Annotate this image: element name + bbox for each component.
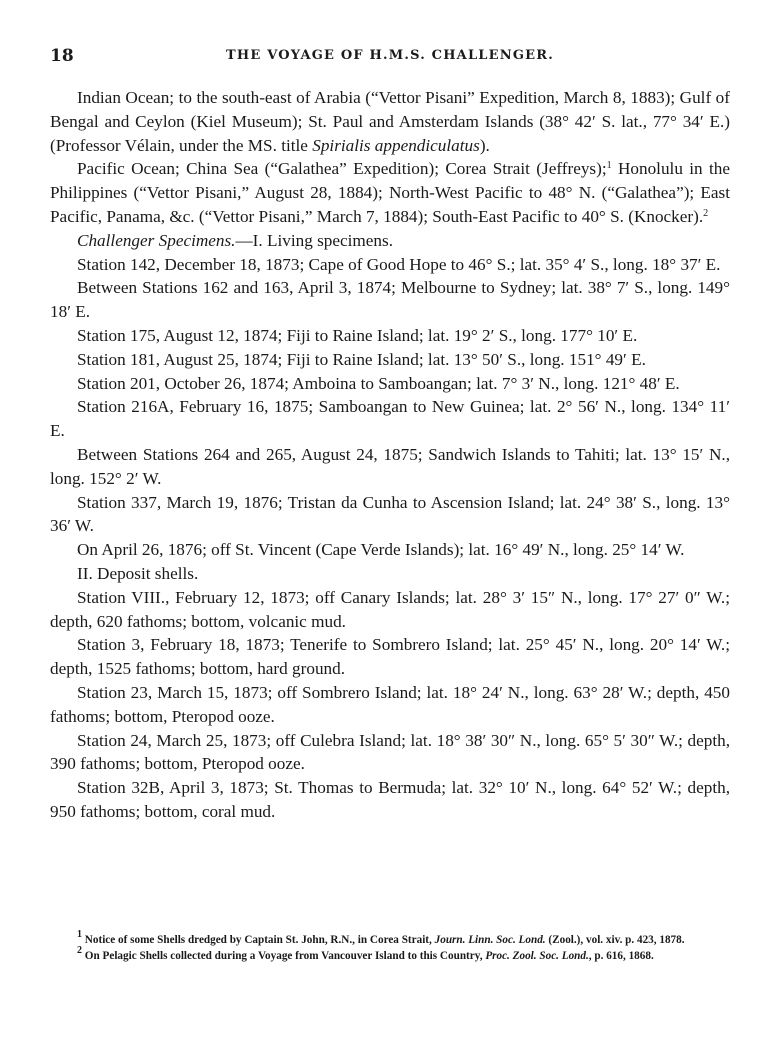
footnote-marker: 1	[606, 160, 612, 172]
text-run: Pacific Ocean; China Sea (“Galathea” Expedition); Corea Strait (Jeffreys);	[77, 159, 607, 179]
body-text	[50, 86, 730, 824]
paragraph	[50, 395, 730, 443]
italic-run: Challenger Specimens.	[77, 230, 236, 250]
text-run: Between Stations 162 and 163, April 3, 1874; Melbourne to Sydney; lat. 38° 7′ S., long. 149° 18′ E.	[50, 278, 730, 322]
text-run: Station 337, March 19, 1876; Tristan da Cunha to Ascension Island; lat. 24° 38′ S., long. 13° 36′ W.	[50, 492, 730, 536]
text-run: Station 201, October 26, 1874; Amboina to Samboangan; lat. 7° 3′ N., long. 121° 48′ E.	[77, 373, 680, 393]
text-run: Station 24, March 25, 1873; off Culebra Island; lat. 18° 38′ 30″ N., long. 65° 5′ 30″ W.; depth, 390 fathoms; bottom, Pteropod ooze.	[50, 730, 730, 774]
paragraph	[50, 86, 730, 157]
paragraph	[50, 324, 730, 348]
paragraph	[50, 229, 730, 253]
text-run: Notice of some Shells dredged by Captain St. John, R.N., in Corea Strait,	[82, 934, 435, 946]
text-run: Honolulu in the Philippines (“Vettor Pisani,” August 28, 1884); North-West Pacific to 48° N. (“Galathea”); East Pacific, Panama, &c. (“Vettor Pisani,” March 7, 1884); South-East Pacific to 40° S. (Knocker).	[50, 159, 730, 226]
text-run: Station VIII., February 12, 1873; off Canary Islands; lat. 28° 3′ 15″ N., long. 17° 27′ 0″ W.; depth, 620 fathoms; bottom, volcanic mud.	[50, 587, 730, 631]
text-run: Station 142, December 18, 1873; Cape of Good Hope to 46° S.; lat. 35° 4′ S., long. 18° 37′ E.	[77, 254, 721, 274]
paragraph	[50, 372, 730, 396]
text-run: —I. Living specimens.	[235, 230, 394, 250]
italic-run: Spirialis appendiculatus	[312, 135, 480, 155]
text-run: Station 32B, April 3, 1873; St. Thomas to Bermuda; lat. 32° 10′ N., long. 64° 52′ W.; depth, 950 fathoms; bottom, coral mud.	[50, 778, 730, 821]
text-run: On April 26, 1876; off St. Vincent (Cape Verde Islands); lat. 16° 49′ N., long. 25° 14′ W.	[77, 540, 685, 560]
paragraph	[50, 253, 730, 277]
paragraph	[50, 491, 730, 539]
italic-run: Proc. Zool. Soc. Lond.	[485, 949, 589, 962]
footnotes	[50, 929, 730, 964]
text-run: Station 3, February 18, 1873; Tenerife to Sombrero Island; lat. 25° 45′ N., long. 20° 14′ W.; depth, 1525 fathoms; bottom, hard ground.	[50, 635, 730, 679]
running-title: THE VOYAGE OF H.M.S. CHALLENGER.	[226, 48, 554, 63]
paragraph	[50, 538, 730, 562]
paragraph	[50, 157, 730, 228]
text-run: Station 23, March 15, 1873; off Sombrero Island; lat. 18° 24′ N., long. 63° 28′ W.; depth, 450 fathoms; bottom, Pteropod ooze.	[50, 682, 730, 726]
text-run: Station 181, August 25, 1874; Fiji to Raine Island; lat. 13° 50′ S., long. 151° 49′ E.	[77, 349, 646, 369]
text-run: , p. 616, 1868.	[588, 949, 654, 962]
page-header	[50, 46, 730, 70]
page-number: 18	[50, 46, 74, 66]
paragraph	[50, 443, 730, 491]
paragraph	[50, 633, 730, 681]
text-run: Station 216A, February 16, 1875; Samboangan to New Guinea; lat. 2° 56′ N., long. 134° 11′ E.	[50, 397, 730, 441]
footnote-marker: 2	[703, 207, 709, 219]
text-run: II. Deposit shells.	[77, 563, 199, 583]
text-run: On Pelagic Shells collected during a Voyage from Vancouver Island to this Country,	[82, 949, 486, 962]
paragraph	[50, 729, 730, 777]
text-run: Indian Ocean; to the south-east of Arabia (“Vettor Pisani” Expedition, March 8, 1883); Gulf of Bengal and Ceylon (Kiel Museum); St. Paul and Amsterdam Islands (38° 42′ S. lat., 77° 34′ E.) (Professor Vélain, under the MS. title	[50, 88, 730, 155]
paragraph	[50, 276, 730, 324]
footnote	[50, 944, 730, 965]
footnote-marker: 1	[77, 929, 82, 940]
paragraph	[50, 348, 730, 372]
paragraph	[50, 562, 730, 586]
footnote	[50, 929, 730, 949]
text-run: (Zool.), vol. xiv. p. 423, 1878.	[545, 934, 685, 946]
text-run: Station 175, August 12, 1874; Fiji to Raine Island; lat. 19° 2′ S., long. 177° 10′ E.	[77, 325, 638, 345]
text-run: ).	[479, 135, 490, 155]
footnote-marker: 2	[77, 944, 82, 956]
paragraph	[50, 776, 730, 824]
paragraph	[50, 586, 730, 634]
italic-run: Journ. Linn. Soc. Lond.	[434, 934, 546, 946]
paragraph	[50, 681, 730, 729]
text-run: Between Stations 264 and 265, August 24, 1875; Sandwich Islands to Tahiti; lat. 13° 15′ N., long. 152° 2′ W.	[50, 444, 730, 488]
